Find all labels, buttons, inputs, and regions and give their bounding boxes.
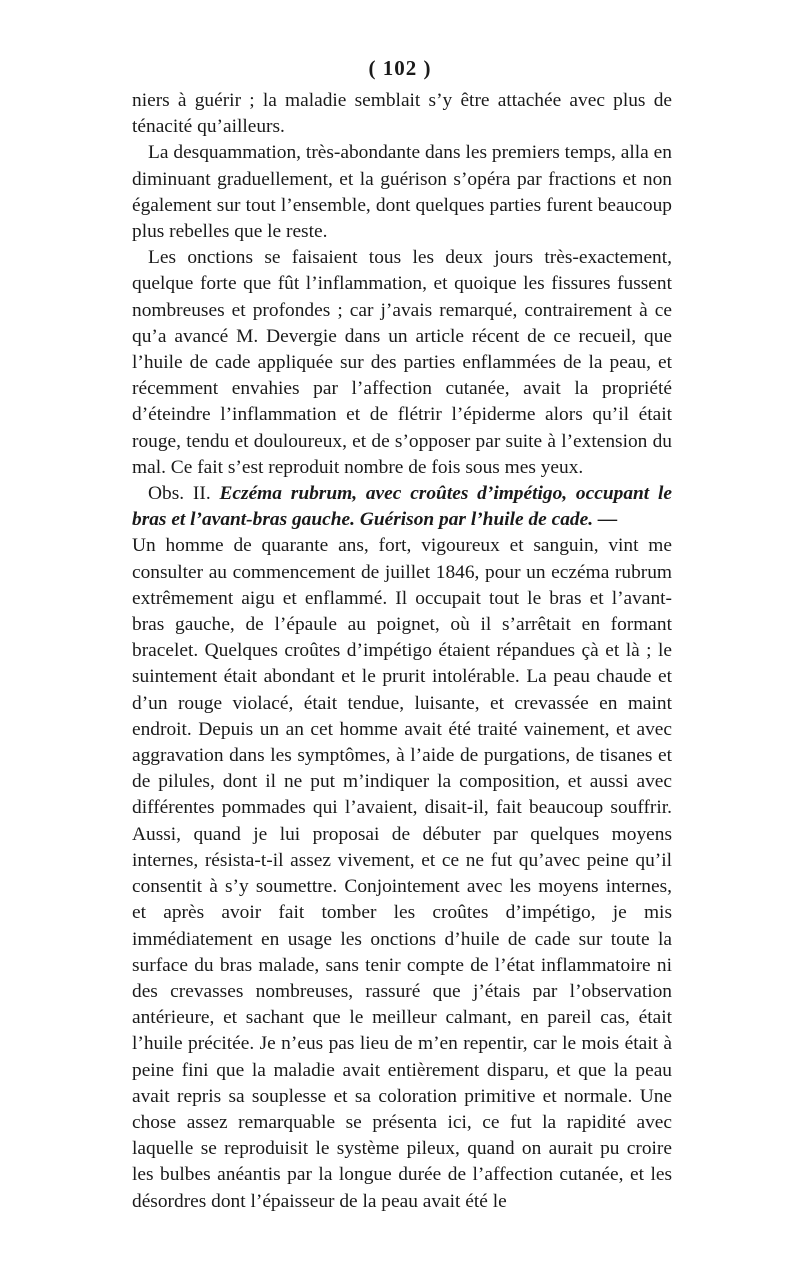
paragraph-continuation: niers à guérir ; la maladie semblait s’y être attachée avec plus de ténacité qu’ailleurs. xyxy=(132,90,672,138)
page-number: ( 102 ) xyxy=(368,56,432,80)
observation-label: Obs. II. xyxy=(148,483,211,505)
paragraph-observation-body: Un homme de quarante ans, fort, vigoureux et sanguin, vint me consulter au commencement de juillet 1846, pour un eczéma rubrum extrêmement aigu et enflammé. Il occupait tout le bras et l’avant-bras gauche, de l’épaule au poignet, où il s’arrêtait en formant bracelet. Quelques croûtes d’impétigo étaient répandues çà et là ; le suintement était abondant et le prurit intolérable. La peau chaude et d’un rouge violacé, était tendue, luisante, et crevassée en maint endroit. Depuis un an cet homme avait été traité vainement, et avec aggravation dans les symptômes, à l’aide de purgations, de tisanes et de pilules, dont il ne put m’indiquer la composition, et aussi avec différentes pommades qui l’avaient, disait-il, fait beaucoup souffrir. Aussi, quand je lui proposai de débuter par quelques moyens internes, résista-t-il assez vivement, et ce ne fut qu’avec peine qu’il consentit à s’y soumettre. Conjointement avec les moyens internes, et après avoir fait tomber les croûtes d’impétigo, je mis immédiatement en usage les onctions d’huile de cade sur toute la surface du bras malade, sans tenir compte de l’état inflammatoire ni des crevasses nombreuses, rassuré que j’étais par l’observation antérieure, et sachant que le meilleur calmant, en pareil cas, était l’huile précitée. Je n’eus pas lieu de m’en repentir, car le mois était à peine fini que la maladie avait entièrement disparu, et que la peau avait repris sa souplesse et sa coloration primitive et normale. Une chose assez remarquable se présenta ici, ce fut la rapidité avec laquelle se reproduisit le système pileux, quand on aurait pu croire les bulbes anéantis par la longue durée de l’affection cutanée, et les désordres dont l’épaisseur de la peau avait été le xyxy=(132,535,672,1212)
observation-heading xyxy=(132,481,672,533)
paragraph-desquamation: La desquammation, très-abondante dans les premiers temps, alla en diminuant graduellement, et la guérison s’opéra par fractions et non également sur tout l’ensemble, dont quelques parties furent beaucoup plus rebelles que le reste. xyxy=(132,142,672,243)
observation-title: Eczéma rubrum, avec croûtes d’impétigo, occupant le bras et l’avant-bras gauche. Guérison par l’huile de cade. — xyxy=(132,483,672,531)
paragraph-onctions: Les onctions se faisaient tous les deux jours très-exactement, quelque forte que fût l’inflammation, et quoique les fissures fussent nombreuses et profondes ; car j’avais remarqué, contrairement à ce qu’a avancé M. Devergie dans un article récent de ce recueil, que l’huile de cade appliquée sur des parties enflammées de la peau, et récemment envahies par l’affection cutanée, avait la propriété d’éteindre l’inflammation et de flétrir l’épiderme alors qu’il était rouge, tendu et douloureux, et de s’opposer par suite à l’extension du mal. Ce fait s’est reproduit nombre de fois sous mes yeux. xyxy=(132,247,672,478)
page-body xyxy=(132,88,672,1215)
